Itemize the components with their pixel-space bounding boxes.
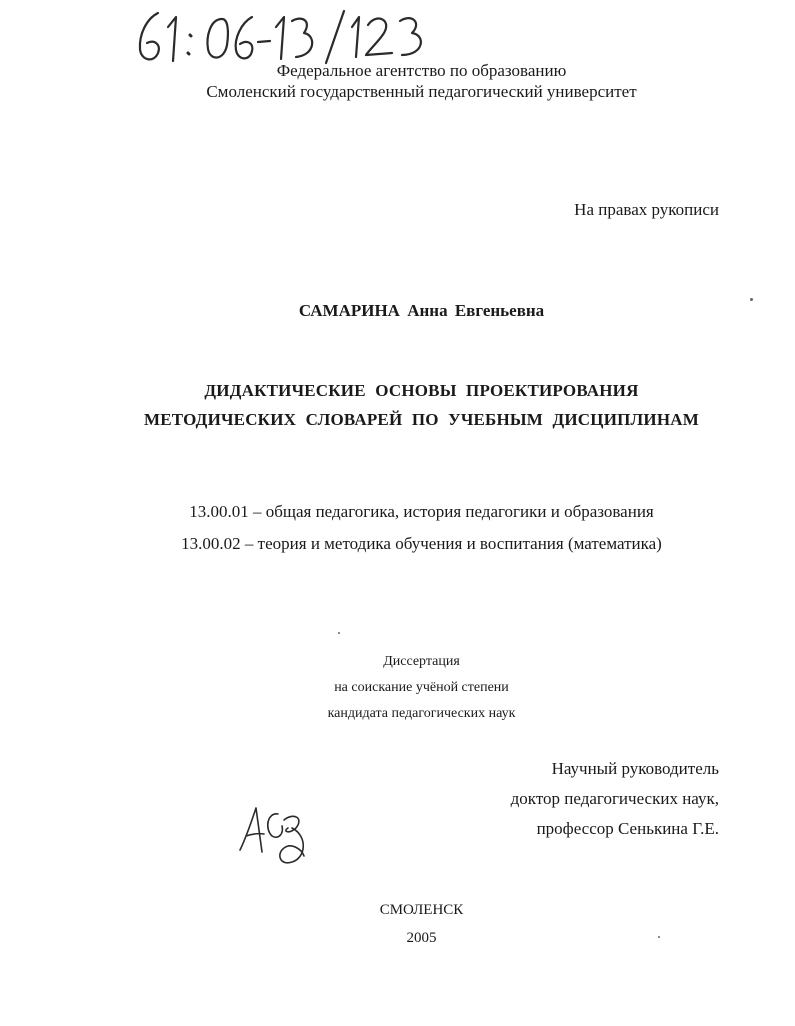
- scan-speck: [338, 632, 340, 634]
- degree-purpose: на соискание учёной степени: [334, 680, 509, 695]
- author-given-names: Анна Евгеньевна: [407, 301, 545, 320]
- degree-name: кандидата педагогических наук: [327, 706, 516, 721]
- scan-speck: [750, 298, 753, 301]
- scan-speck: [658, 936, 660, 938]
- thesis-title-line-1: ДИДАКТИЧЕСКИЕ ОСНОВЫ ПРОЕКТИРОВАНИЯ: [204, 381, 639, 400]
- author-surname: САМАРИНА: [298, 301, 400, 320]
- specialty-code-2: 13.00.02 – теория и методика обучения и воспитания (математика): [181, 534, 662, 553]
- thesis-title-line-2: МЕТОДИЧЕСКИХ СЛОВАРЕЙ ПО УЧЕБНЫМ ДИСЦИПЛИНАМ: [144, 410, 699, 429]
- supervisor-degree: доктор педагогических наук,: [510, 789, 719, 808]
- supervisor-name: профессор Сенькина Г.Е.: [536, 819, 719, 838]
- university-name: Смоленский государственный педагогический университет: [206, 82, 637, 101]
- agency-name: Федеральное агентство по образованию: [276, 61, 567, 80]
- specialty-code-1: 13.00.01 – общая педагогика, история педагогики и образования: [189, 502, 654, 521]
- work-type: Диссертация: [383, 654, 460, 669]
- publication-city: СМОЛЕНСК: [379, 902, 464, 918]
- rights-note: На правах рукописи: [574, 200, 719, 219]
- publication-year: 2005: [406, 930, 437, 946]
- handwritten-signature: [232, 798, 316, 870]
- handwritten-library-code: [130, 5, 450, 67]
- author-name: [24, 301, 795, 321]
- supervisor-role: Научный руководитель: [551, 759, 719, 778]
